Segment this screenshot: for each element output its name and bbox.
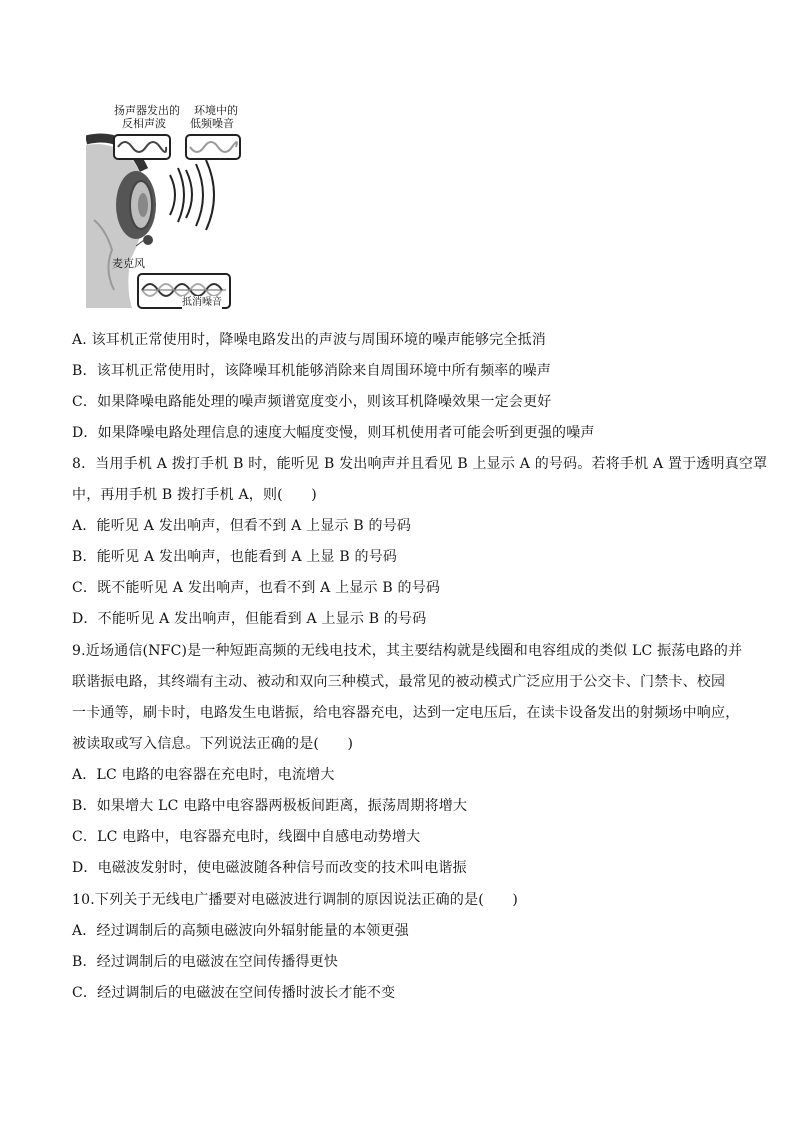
q8-stem-line2: 中，再用手机 B 拨打手机 A，则( ) bbox=[72, 487, 317, 503]
headphone-illustration bbox=[86, 100, 246, 312]
label-ambient-line2: 低频噪音 bbox=[190, 117, 234, 130]
q7-option-b: B．该耳机正常使用时，该降噪耳机能够消除来自周围环境中所有频率的噪声 bbox=[72, 363, 552, 379]
q9-option-a: A．LC 电路的电容器在充电时，电流增大 bbox=[72, 767, 335, 783]
q10-stem: 10.下列关于无线电广播要对电磁波进行调制的原因说法正确的是( ) bbox=[72, 892, 518, 908]
q9-option-d: D．电磁波发射时，使电磁波随各种信号而改变的技术叫电谐振 bbox=[72, 860, 467, 876]
q10-option-b: B．经过调制后的电磁波在空间传播得更快 bbox=[72, 954, 339, 970]
q7-option-a: A. 该耳机正常使用时，降噪电路发出的声波与周围环境的噪声能够完全抵消 bbox=[72, 332, 547, 348]
q9-option-b: B．如果增大 LC 电路中电容器两极板间距离，振荡周期将增大 bbox=[72, 798, 468, 814]
label-cancel-noise: 抵消噪音 bbox=[182, 297, 222, 308]
q9-stem-line4: 被读取或写入信息。下列说法正确的是( ) bbox=[72, 736, 354, 752]
headphone-noise-cancel-figure bbox=[86, 100, 246, 312]
microphone-shape bbox=[143, 235, 153, 245]
q9-stem-line1: 9.近场通信(NFC)是一种短距高频的无线电技术，其主要结构就是线圈和电容组成的类似 LC 振荡电路的并 bbox=[72, 643, 743, 659]
q8-option-a: A．能听见 A 发出响声，但看不到 A 上显示 B 的号码 bbox=[72, 518, 412, 534]
q9-stem-line2: 联谐振电路，其终端有主动、被动和双向三种模式，最常见的被动模式广泛应用于公交卡、门禁卡、校园 bbox=[72, 674, 726, 690]
q8-option-b: B．能听见 A 发出响声，也能看到 A 上显 B 的号码 bbox=[72, 549, 398, 565]
label-antiphase-line1: 扬声器发出的 bbox=[114, 104, 180, 117]
q7-option-c: C．如果降噪电路能处理的噪声频谱宽度变小，则该耳机降噪效果一定会更好 bbox=[72, 394, 552, 410]
label-microphone: 麦克风 bbox=[112, 257, 145, 270]
q8-option-c: C．既不能听见 A 发出响声，也看不到 A 上显示 B 的号码 bbox=[72, 580, 441, 596]
label-antiphase-line2: 反相声波 bbox=[122, 117, 166, 130]
q9-stem-line3: 一卡通等，刷卡时，电路发生电谐振，给电容器充电，达到一定电压后，在读卡设备发出的射频场中响应， bbox=[72, 705, 740, 721]
q9-option-c: C．LC 电路中，电容器充电时，线圈中自感电动势增大 bbox=[72, 829, 421, 845]
q8-stem-line1: 8．当用手机 A 拨打手机 B 时，能听见 B 发出响声并且看见 B 上显示 A 的号码。若将手机 A 置于透明真空罩 bbox=[72, 456, 768, 472]
q10-option-a: A．经过调制后的高频电磁波向外辐射能量的本领更强 bbox=[72, 923, 409, 939]
q7-option-d: D．如果降噪电路处理信息的速度大幅度变慢，则耳机使用者可能会听到更强的噪声 bbox=[72, 425, 595, 441]
q10-option-c: C．经过调制后的电磁波在空间传播时波长才能不变 bbox=[72, 985, 396, 1001]
q8-option-d: D．不能听见 A 发出响声，但能看到 A 上显示 B 的号码 bbox=[72, 611, 427, 627]
label-ambient-line1: 环境中的 bbox=[194, 104, 238, 117]
